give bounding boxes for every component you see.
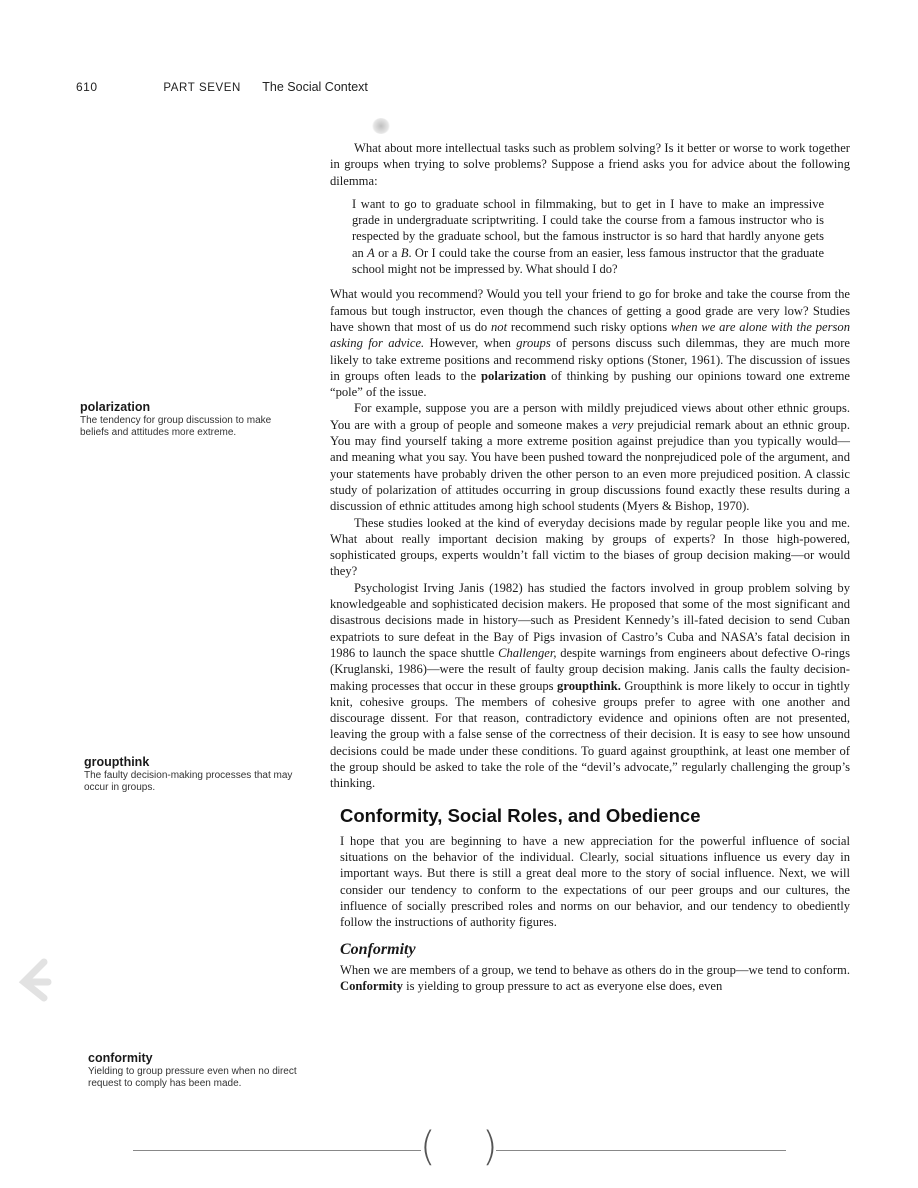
paragraph: What about more intellectual tasks such as problem solving? Is it better or worse to work together in groups when trying to solve problems? Suppose a friend asks you for advice about the following dilemma: <box>330 141 850 188</box>
paragraph: For example, suppose you are a person with mildly prejudiced views about other ethnic groups. You are with a group of people and someone makes a very prejudicial remark about an ethnic group. You may find yourself taking a more extreme position against prejudice than you typically would—and meaning what you say. You have been pushed toward the nonprejudiced pole of the argument, and your statements have probably driven the other person to an even more prejudiced position. A classic study of polarization of attitudes occurring in group discussions found exactly these results during a discussion of ethnic attitudes among high school students (Myers & Bishop, 1970). <box>330 401 850 514</box>
footer-bracket-right: ) <box>482 1124 498 1170</box>
paragraph: What would you recommend? Would you tell your friend to go for broke and take the course from the famous but tough instructor, even though the chances of getting a good grade are very low? Studies have shown that most of us do not recommend such risky options when we are alone with the person asking for advice. However, when groups of persons discuss such dilemmas, they are much more likely to take extreme positions and recommend risky options (Stoner, 1961). The discussion of issues in groups often leads to the polarization of thinking by pushing our opinions toward one extreme “pole” of the issue. <box>330 287 851 400</box>
paragraph: These studies looked at the kind of everyday decisions made by regular people like you and me. What about really important decision making by groups of experts? In those high-powered, sophisticated groups, experts wouldn’t fall victim to the biases of group decision making—or would they? <box>330 515 850 579</box>
running-head <box>76 80 856 94</box>
margin-term-label: groupthink <box>84 755 150 769</box>
margin-term-conformity <box>88 1051 306 1090</box>
corner-arrow-mark <box>14 958 62 1002</box>
block-quote: I want to go to graduate school in filmmaking, but to get in I have to make an impressive grade in undergraduate scriptwriting. I could take the course from a famous instructor who is respected by the graduate school, but the famous instructor is so hard that hardly anyone gets an A or a B. Or I could take the course from an easier, less famous instructor that the graduate school might not be impressed by. What should I do? <box>352 196 824 277</box>
margin-term-label: polarization <box>80 400 151 414</box>
page-number: 610 <box>76 80 98 94</box>
smudge-mark <box>372 118 390 134</box>
key-term-conformity: Conformity <box>340 979 403 994</box>
key-term-polarization: polarization <box>481 368 547 383</box>
section-heading: Conformity, Social Roles, and Obedience <box>340 804 701 826</box>
paragraph: I hope that you are beginning to have a new appreciation for the powerful influence of social situations on the behavior of the individual. Clearly, social situations influence us every day in important ways. But there is still a great deal more to the story of social influence. Next, we will consider our tendency to conform to the expectations of our peer groups and our cultures, the influence of socially prescribed roles and norms on our behavior, and our tendency to obediently follow the instructions of authority figures. <box>340 833 850 930</box>
margin-term-label: conformity <box>88 1051 153 1065</box>
margin-term-definition: The tendency for group discussion to make beliefs and attitudes more extreme. <box>80 415 272 438</box>
margin-term-definition: The faulty decision-making processes that may occur in groups. <box>84 770 293 793</box>
main-text <box>330 140 850 995</box>
paragraph: Psychologist Irving Janis (1982) has studied the factors involved in group problem solving by knowledgeable and sophisticated decision makers. He proposed that some of the most significant and disastrous decisions made in history—such as President Kennedy’s ill-fated decision to send Cuban expatriots to sure defeat in the Bay of Pigs invasion of Castro’s Cuba and NASA’s fatal decision in 1986 to launch the space shuttle Challenger, despite warnings from engineers about defective O-rings (Kruglanski, 1986)—were the result of faulty group decision making. Janis calls the faulty decision-making processes that occur in these groups groupthink. Groupthink is more likely to occur in tightly knit, cohesive groups. The members of cohesive groups prefer to agree with one another and discourage dissent. For that reason, contradictory evidence and opinions often are not presented, leaving the group with a false sense of the correctness of their decision. It is easy to see how unsound decisions could be made under these conditions. To guard against groupthink, at least one member of the group should be asked to take the role of the “devil’s advocate,” regularly challenging the group’s thinking. <box>330 580 850 791</box>
margin-term-definition: Yielding to group pressure even when no direct request to comply has been made. <box>88 1066 297 1089</box>
margin-term-groupthink <box>84 755 302 794</box>
chapter-title: The Social Context <box>262 80 368 94</box>
footer-rule-right <box>496 1150 786 1151</box>
subsection-heading: Conformity <box>340 940 416 958</box>
part-label: PART SEVEN <box>163 82 241 94</box>
footer-rule-left <box>133 1150 421 1151</box>
key-term-groupthink: groupthink. <box>557 678 621 693</box>
footer-bracket-left: ( <box>420 1124 436 1170</box>
margin-term-polarization <box>80 400 298 439</box>
paragraph: When we are members of a group, we tend to behave as others do in the group—we tend to conform. Conformity is yielding to group pressure to act as everyone else does, even <box>340 962 850 994</box>
